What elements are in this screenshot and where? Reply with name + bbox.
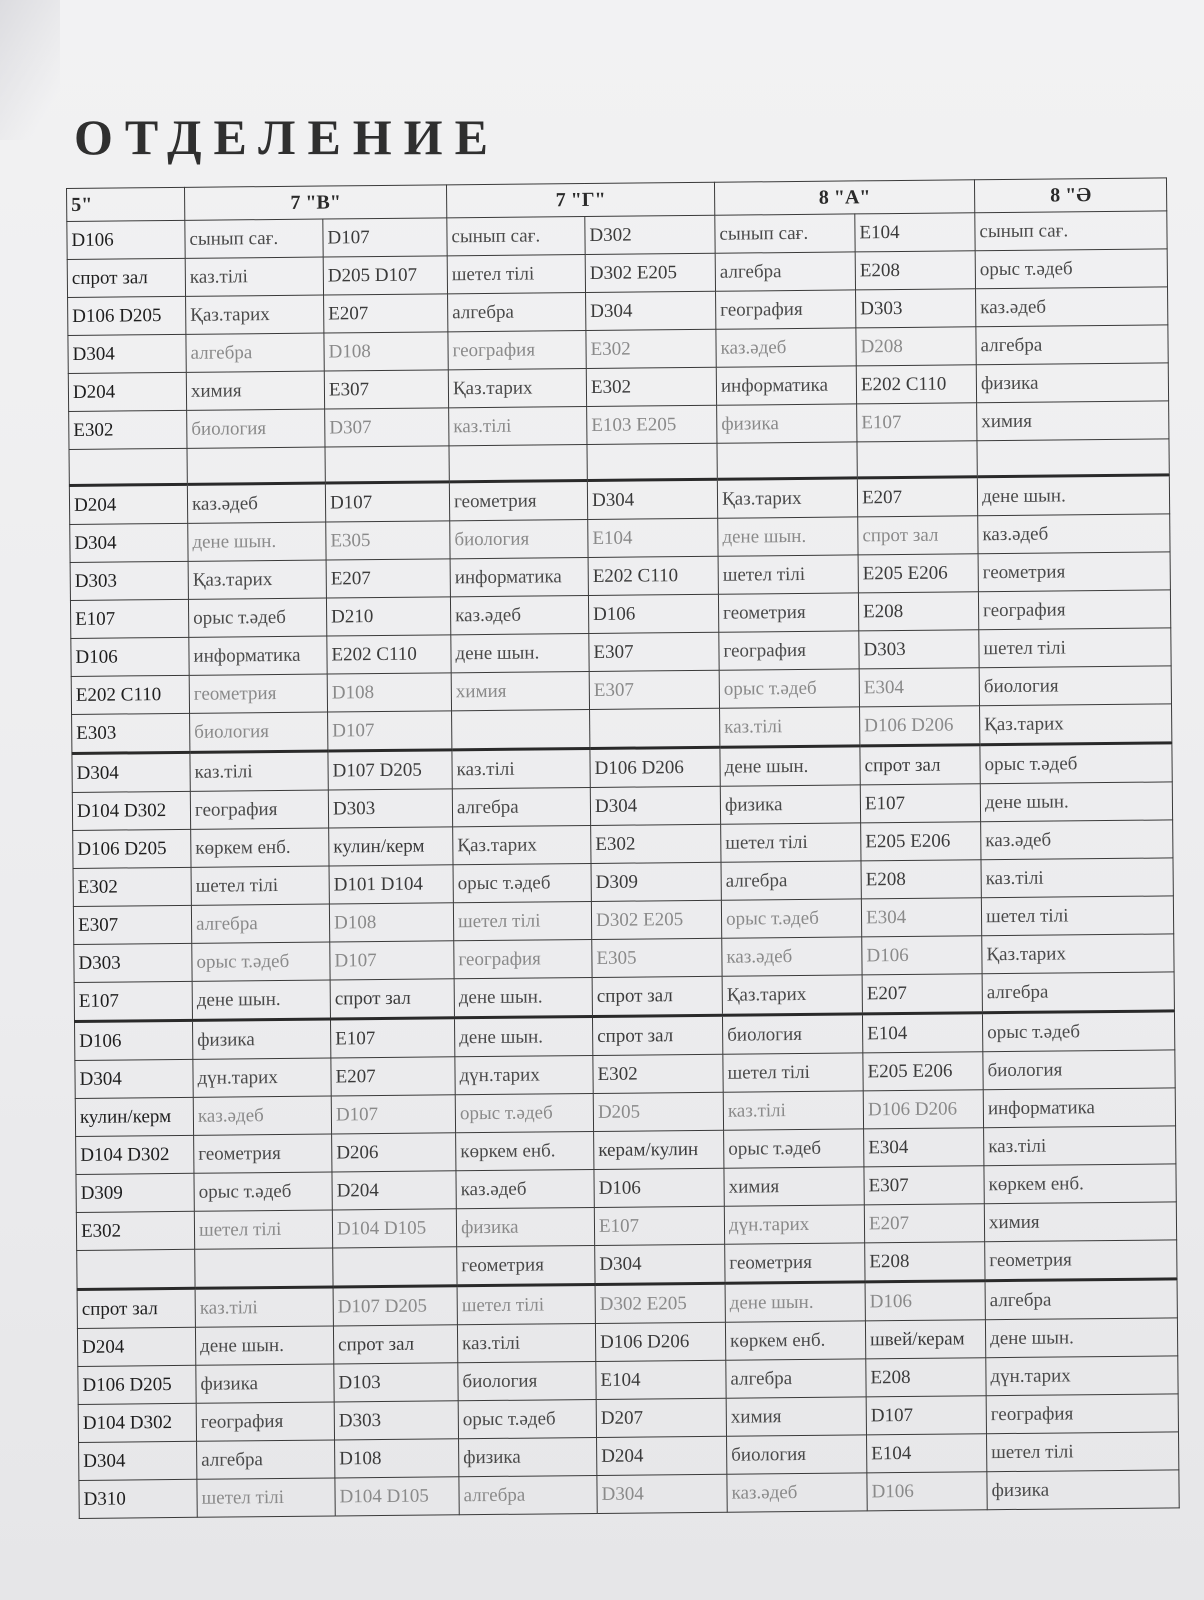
room-cell: E202 C110 (856, 365, 976, 404)
room-cell: D106 (594, 1168, 724, 1207)
subject-cell: Қаз.тарих (982, 934, 1174, 974)
room-cell: E207 (857, 477, 977, 517)
room-cell: D302 E205 (585, 253, 715, 292)
header-class-7g: 7 "Г" (447, 182, 715, 218)
subject-cell: дене шын. (718, 517, 858, 556)
subject-cell (449, 445, 587, 482)
subject-cell: биология (187, 409, 325, 448)
header-class-8a2: 8 "Ә (974, 178, 1166, 213)
subject-cell: каз.тілі (195, 1287, 333, 1327)
subject-cell: география (978, 590, 1170, 630)
room-cell: D106 (865, 1281, 985, 1321)
subject-cell: дүн.тарих (455, 1055, 593, 1094)
subject-cell: каз.әдеб (716, 328, 856, 367)
room-cell: E302 (586, 367, 716, 406)
subject-cell: дүн.тарих (986, 1356, 1178, 1396)
subject-cell: каз.тілі (720, 707, 860, 747)
subject-cell: каз.әдеб (727, 1473, 867, 1512)
room-cell (325, 446, 449, 483)
subject-cell: биология (450, 520, 588, 559)
room-cell: E304 (859, 668, 979, 707)
subject-cell: алгебра (191, 904, 329, 943)
subject-cell: каз.әдеб (722, 937, 862, 976)
room-cell: E208 (865, 1242, 985, 1282)
room-cell: E207 (326, 559, 450, 598)
subject-cell: геометрия (457, 1245, 595, 1285)
room-cell: E305 (326, 521, 450, 560)
subject-cell: информатика (983, 1088, 1175, 1128)
subject-cell: физика (720, 785, 860, 824)
subject-cell: шетел тілі (718, 555, 858, 594)
room-cell: спрот зал (330, 979, 454, 1019)
subject-cell: дүн.тарих (193, 1058, 331, 1097)
subject-cell: орыс т.әдеб (453, 863, 591, 902)
room-cell: D304 (587, 479, 717, 519)
subject-cell: шетел тілі (979, 628, 1171, 668)
subject-cell: дене шын. (188, 522, 326, 561)
room-cell: D101 D104 (329, 865, 453, 904)
subject-cell: география (190, 790, 328, 829)
room-cell: D106 (71, 637, 189, 676)
subject-cell: шетел тілі (721, 823, 861, 862)
room-cell: E205 E206 (858, 554, 978, 593)
room-cell: E104 (855, 213, 975, 252)
room-cell: E207 (331, 1057, 455, 1096)
subject-cell: Қаз.тарих (188, 560, 326, 599)
room-cell: D304 (595, 1244, 725, 1284)
room-cell: D106 D205 (68, 296, 186, 335)
subject-cell: Қаз.тарих (980, 704, 1172, 745)
subject-cell: химия (724, 1167, 864, 1206)
header-class-7v: 7 "В" (184, 185, 446, 221)
room-cell: спрот зал (77, 1288, 195, 1328)
subject-cell: геометрия (194, 1134, 332, 1173)
room-cell: D204 (332, 1171, 456, 1210)
room-cell: D304 (75, 1059, 193, 1098)
subject-cell: дене шын. (192, 980, 330, 1020)
subject-cell: биология (190, 712, 328, 752)
room-cell: D108 (329, 903, 453, 942)
subject-cell: химия (984, 1202, 1176, 1242)
page-title: ОТДЕЛЕНИЕ (74, 109, 500, 165)
paper-fold-shadow (0, 0, 60, 140)
subject-cell: химия (977, 401, 1169, 441)
room-cell: E103 E205 (587, 405, 717, 444)
subject-cell: геометрия (449, 481, 587, 521)
room-cell: E104 (862, 1013, 982, 1053)
subject-cell: көркем енб. (725, 1321, 865, 1360)
subject-cell: каз.әдеб (187, 483, 325, 523)
subject-cell (452, 709, 590, 749)
subject-cell: география (196, 1402, 334, 1441)
header-class-5: 5" (67, 187, 185, 221)
subject-cell: көркем енб. (984, 1164, 1176, 1204)
subject-cell: шетел тілі (191, 866, 329, 905)
room-cell (857, 441, 977, 478)
subject-cell (717, 442, 857, 479)
room-cell: D206 (332, 1133, 456, 1172)
room-cell: D108 (335, 1439, 459, 1478)
room-cell: D205 D107 (323, 256, 447, 295)
room-cell: D303 (859, 630, 979, 669)
subject-cell: география (986, 1394, 1178, 1434)
room-cell (333, 1247, 457, 1287)
room-cell: D108 (324, 332, 448, 371)
subject-cell: каз.тілі (185, 257, 323, 296)
subject-cell: каз.әдеб (981, 820, 1173, 860)
subject-cell: геометрия (718, 593, 858, 632)
room-cell: D303 (74, 943, 192, 982)
room-cell: E304 (864, 1128, 984, 1167)
room-cell: D304 (70, 523, 188, 562)
subject-cell: дене шын. (725, 1282, 865, 1322)
subject-cell: шетел тілі (453, 901, 591, 940)
subject-cell: география (716, 290, 856, 329)
room-cell: D208 (856, 327, 976, 366)
room-cell: D107 (331, 1095, 455, 1134)
room-cell: D106 D206 (590, 747, 720, 787)
subject-cell: дене шын. (451, 634, 589, 673)
subject-cell: химия (186, 371, 324, 410)
subject-cell: орыс т.әдеб (188, 598, 326, 637)
room-cell: E205 E206 (861, 822, 981, 861)
room-cell: E208 (855, 251, 975, 290)
room-cell: E208 (861, 860, 981, 899)
subject-cell: география (448, 331, 586, 370)
room-cell: E104 (867, 1434, 987, 1473)
room-cell: E307 (73, 905, 191, 944)
subject-cell: физика (196, 1364, 334, 1403)
subject-cell: каз.тілі (984, 1126, 1176, 1166)
subject-cell: орыс т.әдеб (719, 669, 859, 708)
room-cell: D107 D205 (328, 750, 452, 790)
subject-cell: география (454, 939, 592, 978)
subject-cell: орыс т.әдеб (192, 942, 330, 981)
subject-cell: шетел тілі (723, 1053, 863, 1092)
subject-cell: шетел тілі (447, 255, 585, 294)
subject-cell: физика (976, 363, 1168, 403)
subject-cell: орыс т.әдеб (724, 1129, 864, 1168)
subject-cell: орыс т.әдеб (458, 1399, 596, 1438)
subject-cell: шетел тілі (194, 1210, 332, 1249)
room-cell: E104 (596, 1360, 726, 1399)
room-cell (587, 443, 717, 480)
subject-cell: сынып сағ. (185, 219, 323, 258)
subject-cell: алгебра (197, 1440, 335, 1479)
room-cell: E307 (324, 370, 448, 409)
room-cell: D304 (72, 752, 190, 792)
room-cell: D303 (70, 561, 188, 600)
subject-cell: каз.әдеб (450, 596, 588, 635)
room-cell: D106 (588, 594, 718, 633)
room-cell: кулин/керм (75, 1097, 193, 1136)
room-cell: E303 (72, 713, 190, 753)
subject-cell: физика (459, 1437, 597, 1476)
room-cell: E305 (592, 938, 722, 977)
subject-cell: алгебра (982, 972, 1174, 1013)
subject-cell: география (719, 631, 859, 670)
subject-cell: орыс т.әдеб (975, 249, 1167, 289)
subject-cell: орыс т.әдеб (982, 1011, 1174, 1052)
schedule-body (67, 211, 1179, 1518)
room-cell: D304 (79, 1441, 197, 1480)
room-cell: D104 D302 (76, 1135, 194, 1174)
room-cell: D106 D206 (863, 1090, 983, 1129)
room-cell: D303 (334, 1401, 458, 1440)
room-cell: E302 (586, 329, 716, 368)
room-cell: спрот зал (67, 258, 185, 297)
room-cell: E202 C110 (71, 675, 189, 714)
subject-cell: алгебра (459, 1475, 597, 1514)
room-cell: кулин/керм (329, 827, 453, 866)
room-cell: E205 E206 (863, 1052, 983, 1091)
room-cell: D106 (67, 220, 185, 259)
subject-cell: физика (456, 1207, 594, 1246)
schedule-table (66, 177, 1180, 1519)
room-cell: D207 (596, 1398, 726, 1437)
subject-cell: алгебра (721, 861, 861, 900)
subject-cell: шетел тілі (981, 896, 1173, 936)
subject-cell: Қаз.тарих (186, 295, 324, 334)
subject-cell (977, 439, 1169, 477)
subject-cell: сынып сағ. (447, 217, 585, 256)
subject-cell: дене шын. (454, 1016, 592, 1056)
room-cell: D103 (334, 1363, 458, 1402)
room-cell: E107 (594, 1206, 724, 1245)
subject-cell: каз.тілі (457, 1323, 595, 1362)
room-cell: D107 (330, 941, 454, 980)
subject-cell: каз.тілі (190, 751, 328, 791)
room-cell: E207 (324, 294, 448, 333)
room-cell: D302 (585, 215, 715, 254)
subject-cell: Қаз.тарих (717, 478, 857, 518)
subject-cell: геометрия (189, 674, 327, 713)
room-cell: E302 (76, 1211, 194, 1250)
subject-cell: алгебра (976, 325, 1168, 365)
room-cell: E107 (860, 784, 980, 823)
room-cell: D302 E205 (591, 900, 721, 939)
subject-cell: орыс т.әдеб (980, 743, 1172, 784)
room-cell: D204 (77, 1327, 195, 1366)
room-cell: D106 D205 (78, 1365, 196, 1404)
subject-cell: шетел тілі (987, 1432, 1179, 1472)
room-cell: D106 D206 (860, 706, 980, 746)
room-cell: D303 (856, 289, 976, 328)
subject-cell: көркем енб. (456, 1131, 594, 1170)
subject-cell: Қаз.тарих (453, 825, 591, 864)
room-cell (77, 1249, 195, 1289)
subject-cell: дене шын. (720, 746, 860, 786)
room-cell: E202 C110 (588, 556, 718, 595)
subject-cell: алгебра (186, 333, 324, 372)
room-cell: E304 (861, 898, 981, 937)
subject-cell: Қаз.тарих (722, 975, 862, 1015)
room-cell: D307 (325, 408, 449, 447)
subject-cell: орыс т.әдеб (194, 1172, 332, 1211)
room-cell: спрот зал (592, 1015, 722, 1055)
subject-cell: геометрия (725, 1243, 865, 1283)
room-cell: D107 D205 (333, 1286, 457, 1326)
room-cell: E107 (70, 599, 188, 638)
room-cell: D104 D105 (332, 1209, 456, 1248)
room-cell: D107 (325, 482, 449, 522)
room-cell: спрот зал (592, 976, 722, 1016)
room-cell: D304 (590, 786, 720, 825)
room-cell: E207 (862, 974, 982, 1014)
subject-cell: дүн.тарих (724, 1205, 864, 1244)
subject-cell: сынып сағ. (975, 211, 1167, 251)
subject-cell: алгебра (985, 1279, 1177, 1320)
subject-cell: алгебра (448, 293, 586, 332)
room-cell: E302 (73, 867, 191, 906)
room-cell: E302 (69, 410, 187, 449)
room-cell: E307 (589, 670, 719, 709)
subject-cell: физика (717, 404, 857, 443)
room-cell: D104 D302 (78, 1403, 196, 1442)
subject-cell (187, 447, 325, 484)
subject-cell: каз.тілі (723, 1091, 863, 1130)
room-cell: E302 (593, 1054, 723, 1093)
subject-cell: каз.әдеб (456, 1169, 594, 1208)
room-cell: D205 (593, 1092, 723, 1131)
header-class-8a: 8 "А" (714, 180, 974, 215)
room-cell: E104 (588, 518, 718, 557)
room-cell: D302 E205 (595, 1283, 725, 1323)
subject-cell: физика (987, 1470, 1179, 1510)
subject-cell: геометрия (978, 552, 1170, 592)
room-cell: керам/кулин (594, 1130, 724, 1169)
room-cell: D106 (867, 1472, 987, 1511)
subject-cell: информатика (716, 366, 856, 405)
room-cell: D303 (328, 789, 452, 828)
room-cell: D106 (75, 1020, 193, 1060)
room-cell: E107 (74, 981, 192, 1021)
room-cell: D106 D206 (595, 1322, 725, 1361)
room-cell: E307 (864, 1166, 984, 1205)
subject-cell: орыс т.әдеб (455, 1093, 593, 1132)
subject-cell: Қаз.тарих (448, 369, 586, 408)
subject-cell: информатика (189, 636, 327, 675)
subject-cell: информатика (450, 558, 588, 597)
room-cell (590, 708, 720, 748)
room-cell: D106 (862, 936, 982, 975)
room-cell: D304 (68, 334, 186, 373)
subject-cell: дене шын. (454, 977, 592, 1017)
room-cell: D204 (68, 372, 186, 411)
subject-cell: каз.тілі (449, 407, 587, 446)
subject-cell: биология (979, 666, 1171, 706)
subject-cell: дене шын. (977, 475, 1169, 516)
subject-cell: химия (451, 672, 589, 711)
room-cell: D107 (866, 1396, 986, 1435)
subject-cell: алгебра (452, 787, 590, 826)
room-cell: D107 (328, 711, 452, 751)
subject-cell: каз.әдеб (193, 1096, 331, 1135)
subject-cell (195, 1248, 333, 1288)
room-cell: швей/керам (865, 1320, 985, 1359)
subject-cell: геометрия (985, 1240, 1177, 1281)
room-cell: E107 (857, 403, 977, 442)
room-cell: E302 (591, 824, 721, 863)
subject-cell: алгебра (715, 252, 855, 291)
room-cell: спрот зал (333, 1325, 457, 1364)
room-cell: E307 (589, 632, 719, 671)
room-cell: спрот зал (858, 516, 978, 555)
subject-cell: химия (726, 1397, 866, 1436)
subject-cell: көркем енб. (191, 828, 329, 867)
room-cell: спрот зал (860, 745, 980, 785)
subject-cell: орыс т.әдеб (721, 899, 861, 938)
subject-cell: биология (983, 1050, 1175, 1090)
subject-cell: биология (458, 1361, 596, 1400)
room-cell: E202 C110 (327, 635, 451, 674)
room-cell: E107 (330, 1018, 454, 1058)
room-cell: D304 (586, 291, 716, 330)
subject-cell: дене шын. (980, 782, 1172, 822)
room-cell: D309 (76, 1173, 194, 1212)
subject-cell: биология (722, 1014, 862, 1054)
room-cell: D304 (597, 1474, 727, 1513)
room-cell: E207 (864, 1204, 984, 1243)
subject-cell: алгебра (726, 1359, 866, 1398)
room-cell: D104 D302 (72, 791, 190, 830)
schedule-table-wrapper (66, 177, 1180, 1519)
room-cell: D309 (591, 862, 721, 901)
subject-cell: дене шын. (985, 1318, 1177, 1358)
subject-cell: физика (192, 1019, 330, 1059)
room-cell: E208 (866, 1358, 986, 1397)
room-cell: D310 (79, 1479, 197, 1518)
room-cell: D204 (597, 1436, 727, 1475)
subject-cell: дене шын. (195, 1326, 333, 1365)
subject-cell: каз.әдеб (976, 287, 1168, 327)
subject-cell: каз.тілі (981, 858, 1173, 898)
room-cell: D104 D105 (335, 1477, 459, 1516)
room-cell: D108 (327, 673, 451, 712)
room-cell: D106 D205 (73, 829, 191, 868)
room-cell (69, 448, 187, 485)
subject-cell: каз.әдеб (978, 514, 1170, 554)
room-cell: D204 (69, 484, 187, 524)
subject-cell: каз.тілі (452, 748, 590, 788)
subject-cell: биология (727, 1435, 867, 1474)
subject-cell: сынып сағ. (715, 214, 855, 253)
subject-cell: шетел тілі (197, 1478, 335, 1517)
room-cell: D107 (323, 218, 447, 257)
room-cell: D210 (326, 597, 450, 636)
room-cell: E208 (858, 592, 978, 631)
subject-cell: шетел тілі (457, 1284, 595, 1324)
